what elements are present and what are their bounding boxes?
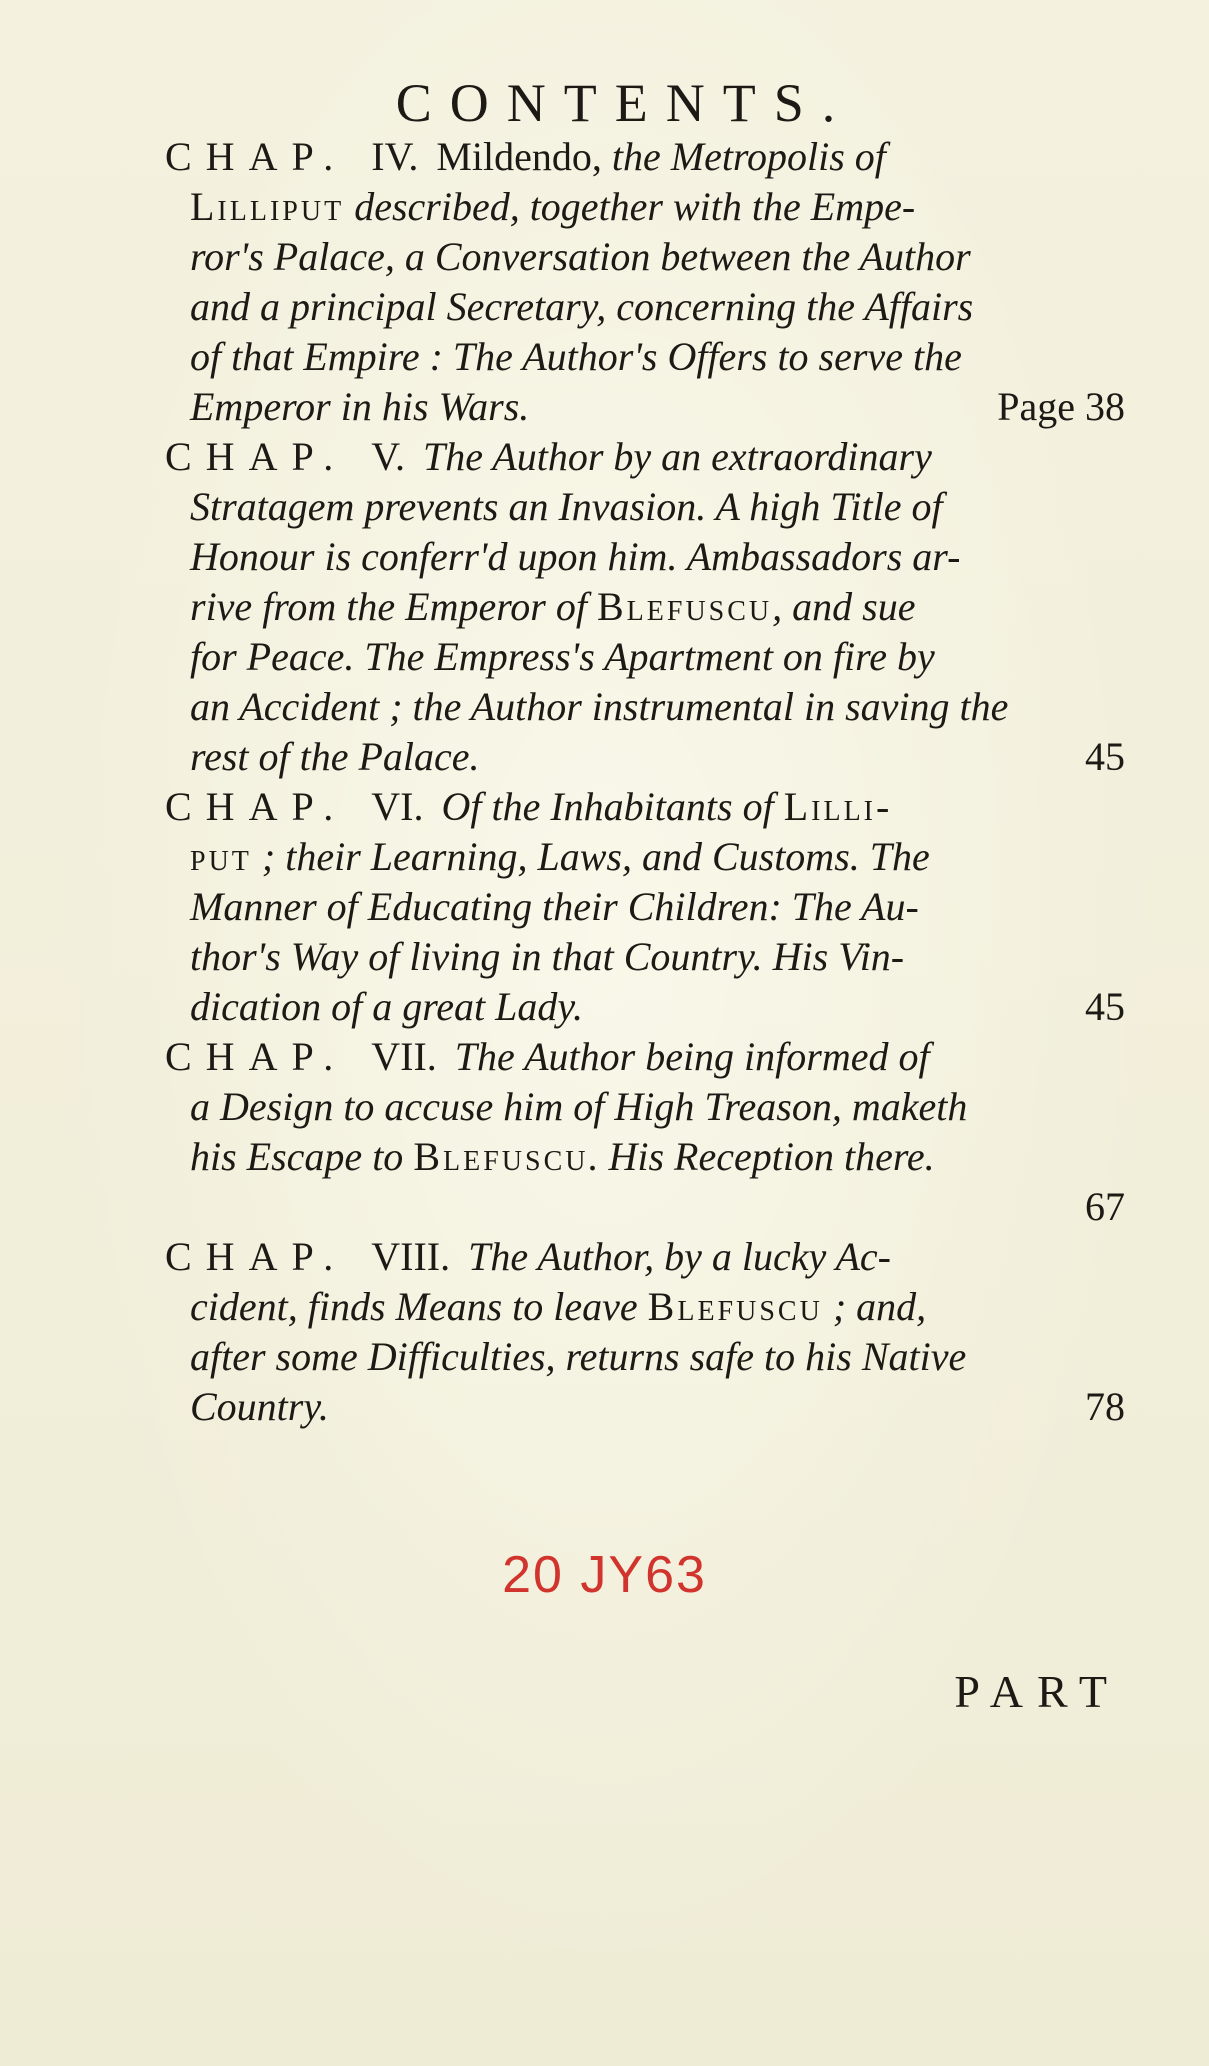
summary-text: rive from the Emperor of [190,584,597,629]
summary-text: The Author, by a lucky Ac- [468,1234,891,1279]
toc-entry [165,132,1125,432]
chapter-label: CHAP. [165,1034,372,1079]
place-name: Blefuscu [647,1284,823,1329]
chapter-summary-line [165,232,1125,282]
summary-text: ; and, [822,1284,927,1329]
summary-text: the Metropolis of [611,134,886,179]
chapter-label: CHAP. [165,134,372,179]
summary-text: for Peace. The Empress's Apartment on fire by [190,634,935,679]
summary-text: a Design to accuse him of High Treason, maketh [190,1084,968,1129]
summary-text: Country. [190,1384,329,1429]
summary-text: dication of a great Lady. [190,984,583,1029]
page-number: 45 [1085,734,1125,779]
chapter-summary-line [165,982,1125,1032]
chapter-summary-line [165,1082,1125,1132]
chapter-heading-line [165,1232,1125,1282]
chapter-label: CHAP. [165,1234,372,1279]
page-number: 78 [1085,1384,1125,1429]
table-of-contents [165,132,1125,1432]
chapter-summary-line [165,932,1125,982]
summary-text: after some Difficulties, returns safe to his Native [190,1334,967,1379]
chapter-summary-line [165,382,1125,432]
summary-text: Stratagem prevents an Invasion. A high Title of [190,484,943,529]
chapter-summary-line [165,1382,1125,1432]
library-stamp: 20 JY63 [502,1546,707,1604]
summary-text: thor's Way of living in that Country. His Vin- [190,934,905,979]
summary-text: Emperor in his Wars. [190,384,530,429]
chapter-summary-line [165,282,1125,332]
summary-text: an Accident ; the Author instrumental in saving the [190,684,1009,729]
page-number: 45 [1085,984,1125,1029]
summary-text: ; their Learning, Laws, and Customs. The [251,834,930,879]
chapter-heading-line [165,782,1125,832]
place-name: Lilliput [190,184,345,229]
chapter-summary-line [165,332,1125,382]
place-name: Blefuscu [596,584,773,629]
chapter-summary-line [165,1282,1125,1332]
summary-text: described, together with the Empe- [344,184,916,229]
chapter-number: VII. [371,1034,437,1079]
summary-text: cident, finds Means to leave [190,1284,648,1329]
place-name: put [190,834,252,879]
chapter-label: CHAP. [165,434,372,479]
page-header: CONTENTS. [395,73,854,133]
page-number: Page 38 [997,384,1125,429]
place-name: Lilli- [783,784,893,829]
chapter-heading-line [165,132,1125,182]
chapter-summary-line [165,732,1125,782]
chapter-heading-line [165,1032,1125,1082]
summary-text: rest of the Palace. [190,734,480,779]
chapter-label: CHAP. [165,784,372,829]
summary-text: Honour is conferr'd upon him. Ambassadors ar- [190,534,961,579]
page-number: 67 [1085,1184,1125,1229]
chapter-summary-line [165,482,1125,532]
summary-text: and a principal Secretary, concerning the Affairs [190,284,974,329]
summary-text: , and sue [772,584,916,629]
summary-text: his Escape to [190,1134,414,1179]
chapter-number: VIII. [371,1234,451,1279]
chapter-summary-line [165,1332,1125,1382]
chapter-number: VI. [371,784,424,829]
chapter-summary-line [165,832,1125,882]
chapter-summary-line [165,532,1125,582]
summary-text: Of the Inhabitants of [441,784,784,829]
summary-text: . His Reception there. [588,1134,935,1179]
summary-text: The Author being informed of [454,1034,930,1079]
chapter-summary-line [165,682,1125,732]
chapter-summary-line [165,182,1125,232]
toc-entry [165,432,1125,782]
summary-text: of that Empire : The Author's Offers to serve the [190,334,962,379]
chapter-number: V. [371,434,405,479]
summary-text: ror's Palace, a Conversation between the Author [190,234,971,279]
chapter-summary-line [165,1132,1125,1182]
chapter-summary-line [165,582,1125,632]
toc-entry [165,1032,1125,1232]
summary-text: Mildendo, [436,134,612,179]
chapter-heading-line [165,432,1125,482]
summary-text: Manner of Educating their Children: The Au- [190,884,919,929]
chapter-number: IV. [371,134,419,179]
summary-text: The Author by an extraordinary [423,434,932,479]
catchword: PART [954,1666,1121,1717]
chapter-summary-line [165,882,1125,932]
place-name: Blefuscu [413,1134,589,1179]
chapter-summary-line [165,632,1125,682]
toc-entry [165,1232,1125,1432]
toc-entry [165,782,1125,1032]
